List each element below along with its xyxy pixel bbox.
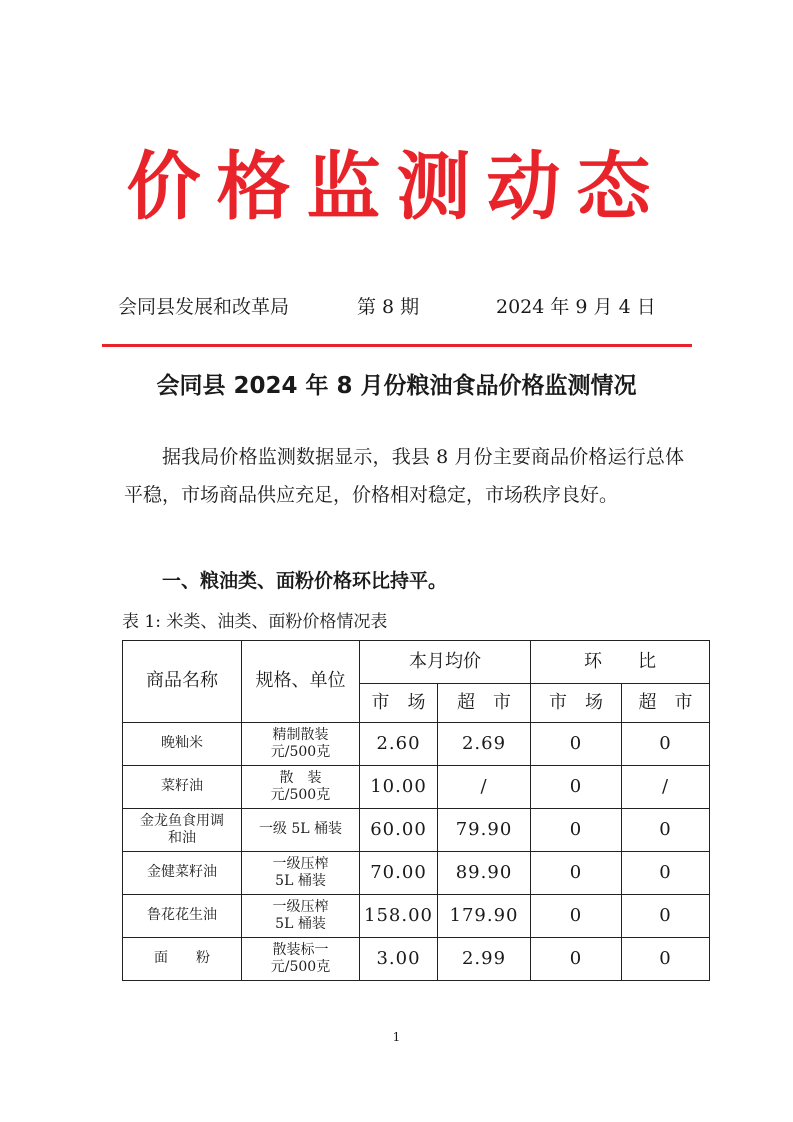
header-avg-price: 本月均价 [360,641,531,684]
spec-line: 一级 5L 桶装 [258,821,343,838]
cell-avg-supermarket: 79.90 [438,809,531,852]
page-number: 1 [392,1030,401,1044]
table-row [123,809,710,852]
spec-line: 精制散装 [272,726,329,743]
cell-spec [242,852,360,895]
cell-mom-market: 0 [531,895,622,938]
table-row [123,723,710,766]
spec-line: 散装标一 [272,941,329,958]
red-divider [102,344,692,347]
cell-avg-market: 158.00 [360,895,438,938]
cell-name: 金健菜籽油 [123,852,242,895]
cell-mom-market: 0 [531,723,622,766]
header-avg-market: 市 场 [360,684,438,723]
issuing-org: 会同县发展和改革局 [118,296,290,318]
report-title: 会同县 2024 年 8 月份粮油食品价格监测情况 [156,373,637,399]
masthead-title: 价格监测动态 [126,144,667,230]
header-spec: 规格、单位 [242,641,360,723]
section-heading: 一、粮油类、面粉价格环比持平。 [162,570,448,592]
cell-mom-market: 0 [531,809,622,852]
header-mom-supermarket: 超 市 [622,684,710,723]
cell-spec [242,809,360,852]
table-row [123,852,710,895]
spec-line: 一级压榨 [272,855,329,872]
cell-mom-supermarket: 0 [622,895,710,938]
cell-mom-supermarket: 0 [622,809,710,852]
cell-mom-supermarket: / [622,766,710,809]
spec-line: 5L 桶装 [275,916,326,932]
cell-name: 金龙鱼食用调和油 [123,809,242,852]
issue-date: 2024 年 9 月 4 日 [496,296,656,318]
spec-line: 一级压榨 [272,898,329,915]
cell-mom-supermarket: 0 [622,938,710,981]
cell-avg-market: 10.00 [360,766,438,809]
table-row [123,895,710,938]
cell-mom-market: 0 [531,938,622,981]
cell-avg-supermarket: 89.90 [438,852,531,895]
table-caption: 表 1: 米类、油类、面粉价格情况表 [122,612,388,632]
cell-avg-market: 70.00 [360,852,438,895]
cell-mom-supermarket: 0 [622,723,710,766]
cell-spec [242,938,360,981]
header-name: 商品名称 [123,641,242,723]
intro-paragraph: 据我局价格监测数据显示，我县 8 月份主要商品价格运行总体平稳，市场商品供应充足，价格相对稳定，市场秩序良好。 [124,446,684,506]
cell-mom-market: 0 [531,766,622,809]
spec-line: 元/500克 [270,787,331,803]
spec-line: 5L 桶装 [275,873,326,889]
price-table [122,640,710,981]
spec-line: 散 装 [279,769,322,786]
cell-name: 菜籽油 [123,766,242,809]
cell-name: 面 粉 [123,938,242,981]
cell-mom-market: 0 [531,852,622,895]
cell-avg-supermarket: 2.99 [438,938,531,981]
cell-avg-supermarket: 179.90 [438,895,531,938]
cell-avg-supermarket: / [438,766,531,809]
cell-name: 鲁花花生油 [123,895,242,938]
header-mom: 环 比 [531,641,710,684]
cell-avg-market: 60.00 [360,809,438,852]
cell-name: 晚籼米 [123,723,242,766]
spec-line: 元/500克 [270,744,331,760]
cell-avg-market: 3.00 [360,938,438,981]
spec-line: 元/500克 [270,959,331,975]
table-row [123,766,710,809]
cell-avg-supermarket: 2.69 [438,723,531,766]
table-row [123,938,710,981]
cell-spec [242,723,360,766]
cell-avg-market: 2.60 [360,723,438,766]
cell-spec [242,766,360,809]
cell-mom-supermarket: 0 [622,852,710,895]
header-avg-supermarket: 超 市 [438,684,531,723]
cell-spec [242,895,360,938]
header-mom-market: 市 场 [531,684,622,723]
issue-number: 第 8 期 [357,296,420,318]
